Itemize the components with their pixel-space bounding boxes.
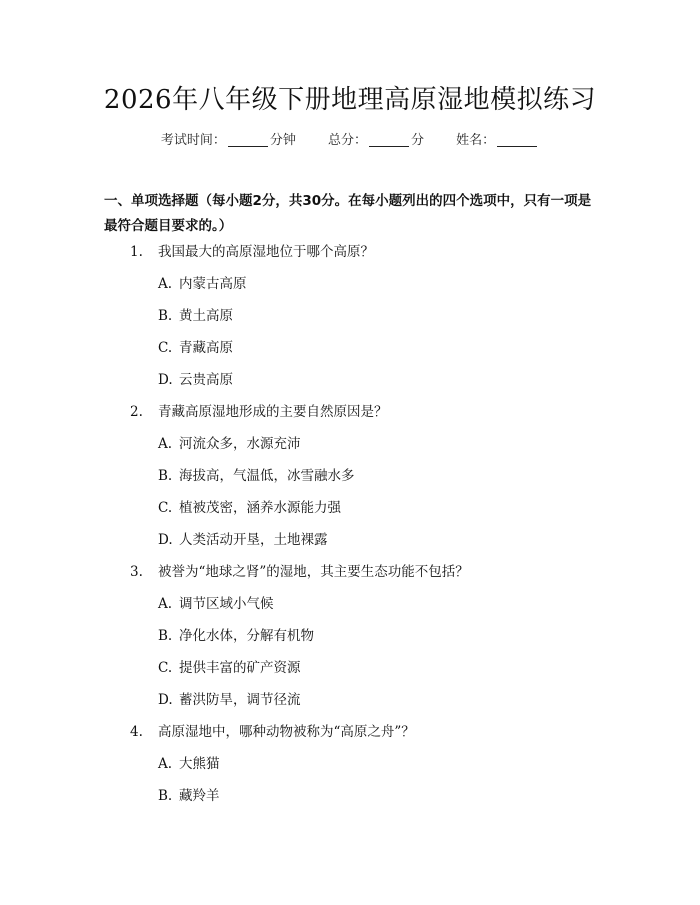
question-3-option-d (0, 684, 700, 716)
exam-time-label: 考试时间： (160, 133, 226, 148)
question-4-option-a (0, 748, 700, 780)
question-1-option-b (0, 300, 700, 332)
option-letter: C. (158, 340, 173, 356)
option-letter: B. (158, 628, 173, 644)
option-text: 净化水体，分解有机物 (179, 628, 314, 644)
option-letter: C. (158, 500, 173, 516)
option-text: 藏羚羊 (179, 788, 220, 804)
exam-time-blank (228, 145, 268, 147)
option-text: 青藏高原 (179, 340, 233, 356)
question-1-option-c (0, 332, 700, 364)
option-letter: A. (158, 756, 173, 772)
question-2-option-c (0, 492, 700, 524)
question-list (0, 236, 700, 812)
exam-time-unit: 分钟 (269, 133, 296, 148)
option-text: 提供丰富的矿产资源 (179, 660, 301, 676)
option-letter: D. (158, 532, 173, 548)
exam-time-field (161, 131, 296, 151)
question-3 (0, 556, 700, 588)
question-number: 2. (130, 404, 143, 420)
option-text: 调节区域小气候 (179, 596, 274, 612)
total-score-field (328, 131, 424, 151)
exam-info-line (0, 131, 700, 151)
student-name-label: 姓名： (456, 133, 496, 148)
total-score-blank (369, 145, 409, 147)
question-text: 高原湿地中，哪种动物被称为“高原之舟”？ (158, 724, 415, 740)
option-letter: D. (158, 692, 173, 708)
option-text: 河流众多，水源充沛 (179, 436, 301, 452)
option-letter: A. (158, 596, 173, 612)
option-letter: B. (158, 788, 173, 804)
option-letter: A. (158, 436, 173, 452)
page-title: 2026年八年级下册地理高原湿地模拟练习 (103, 85, 597, 115)
question-3-option-c (0, 652, 700, 684)
total-score-unit: 分 (411, 133, 425, 148)
option-letter: C. (158, 660, 173, 676)
question-2-option-b (0, 460, 700, 492)
question-text: 我国最大的高原湿地位于哪个高原？ (158, 244, 374, 260)
question-number: 4. (130, 724, 143, 740)
option-text: 云贵高原 (179, 372, 233, 388)
option-text: 植被茂密，涵养水源能力强 (179, 500, 341, 516)
question-2 (0, 396, 700, 428)
student-name-blank (497, 145, 537, 147)
question-3-option-a (0, 588, 700, 620)
option-text: 内蒙古高原 (179, 276, 247, 292)
question-number: 1. (130, 244, 143, 260)
question-3-option-b (0, 620, 700, 652)
question-4 (0, 716, 700, 748)
question-number: 3. (130, 564, 143, 580)
option-letter: B. (158, 468, 173, 484)
question-text: 青藏高原湿地形成的主要自然原因是？ (158, 404, 388, 420)
option-letter: B. (158, 308, 173, 324)
option-letter: D. (158, 372, 173, 388)
question-4-option-b (0, 780, 700, 812)
question-1-option-a (0, 268, 700, 300)
question-2-option-d (0, 524, 700, 556)
option-letter: A. (158, 276, 173, 292)
option-text: 海拔高，气温低，冰雪融水多 (179, 468, 355, 484)
option-text: 蓄洪防旱，调节径流 (179, 692, 301, 708)
section-heading: 一、单项选择题（每小题2分，共30分。在每小题列出的四个选项中，只有一项是最符合题目要求的。） (104, 193, 592, 234)
option-text: 大熊猫 (179, 756, 220, 772)
question-text: 被誉为“地球之肾”的湿地，其主要生态功能不包括？ (158, 564, 469, 580)
student-name-field (456, 131, 539, 151)
option-text: 黄土高原 (179, 308, 233, 324)
question-1 (0, 236, 700, 268)
question-1-option-d (0, 364, 700, 396)
option-text: 人类活动开垦，土地裸露 (179, 532, 328, 548)
total-score-label: 总分： (327, 133, 367, 148)
question-2-option-a (0, 428, 700, 460)
